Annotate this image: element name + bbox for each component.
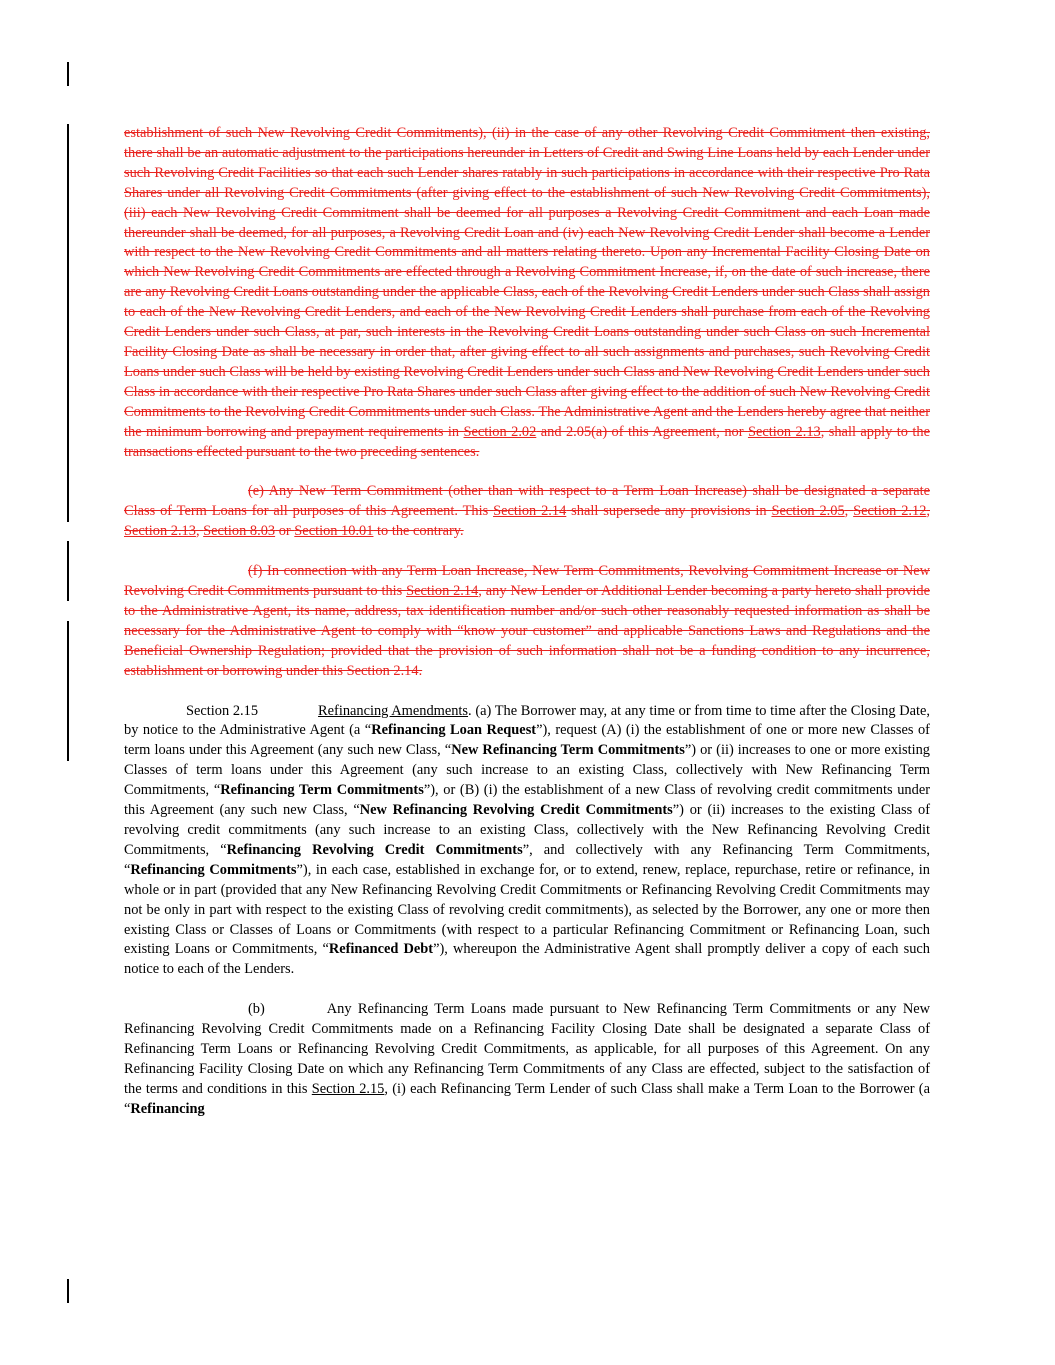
defined-term: Refinanced Debt: [328, 941, 434, 958]
section-reference: Section 2.14: [406, 583, 479, 600]
change-bar: [67, 621, 69, 761]
section-heading: Refinancing Amendments: [318, 702, 469, 719]
defined-term: Refinancing Loan Request: [371, 722, 537, 739]
text-run: and 2.05(a) of this Agreement, nor: [536, 423, 748, 440]
change-bar: [67, 1279, 69, 1303]
section-2-15-paragraph-b: [124, 1000, 930, 1119]
change-bar: [67, 62, 69, 86]
text-run: ”) or (ii) increases to one or more existing Classes of term loans under this Agreement (any such increase to an existing Class, collectively with New Refinancing Term Commitments, “: [124, 742, 930, 799]
text-run: , any New Lender or Additional Lender becoming a party hereto shall provide to the Administrative Agent, its name, address, tax identification number and/or such other reasonably requested information as shall be necessary for the Administrative Agent to comply with “know your customer” and applicable Sanctions Laws and Regulations and the Beneficial Ownership Regulation; provided that the provision of such information shall not be a funding condition to any incurrence, establishment or borrowing under this Section 2.14.: [124, 583, 930, 679]
deleted-paragraph-revolving: [124, 124, 930, 462]
defined-term: Refinancing: [130, 1100, 205, 1117]
text-run: to the contrary.: [373, 523, 464, 540]
text-run: ”), or (B) (i) the establishment of a new Class of revolving credit commitments under this Agreement (any such new Class, “: [124, 782, 930, 819]
text-run: (f) In connection with any Term Loan Increase, New Term Commitments, Revolving Commitment Increase or New Revolving Credit Commitments pursuant to this: [124, 563, 930, 600]
section-2-15-paragraph-a: [124, 702, 930, 981]
text-run: ,: [195, 523, 204, 540]
section-reference: Section 2.12: [853, 503, 927, 520]
text-run: establishment of such New Revolving Credit Commitments), (ii) in the case of any other Revolving Credit Commitment then existing, there shall be an automatic adjustment to the participations hereunder in Letters of Credit and Swing Line Loans held by each Lender under such Revolving Credit Facilities so that each such Lender shares ratably in such participations in accordance with their respective Pro Rata Shares under all Revolving Credit Commitments (after giving effect to the establishment of such New Revolving Credit Commitments), (iii) each New Revolving Credit Commitment shall be deemed for all purposes a Revolving Credit Commitment and each Loan made thereunder shall be deemed, for all purposes, a Revolving Credit Loan and (iv) each New Revolving Credit Lender shall become a Lender with respect to the New Revolving Credit Commitments and all matters relating thereto. Upon any Incremental Facility Closing Date on which New Revolving Credit Commitments are effected through a Revolving Commitment Increase, if, on the date of such increase, there are any Revolving Credit Loans outstanding under the applicable Class, each of the Revolving Credit Lenders under such Class shall assign to each of the New Revolving Credit Lenders, and each of the New Revolving Credit Lenders shall purchase from each of the Revolving Credit Lenders under such Class, at par, such interests in the Revolving Credit Loans outstanding under such Class on such Incremental Facility Closing Date as shall be necessary in order that, after giving effect to all such assignments and purchases, such Revolving Credit Loans under such Class will be held by existing Revolving Credit Lenders under such Class and New Revolving Credit Lenders under such Class in accordance with their respective Pro Rata Shares under such Class after giving effect to the addition of such New Revolving Credit Commitments to the Revolving Credit Commitments under such Class. The Administrative Agent and the Lenders hereby agree that neither the minimum borrowing and prepayment requirements in: [124, 125, 930, 440]
section-reference: Section 2.13: [747, 423, 821, 440]
section-reference: Section 10.01: [294, 523, 374, 540]
text-run: ”) or (ii) increases to the existing Class of revolving credit commitments (any such increase to an existing Class, collectively with the New Refinancing Revolving Credit Commitments, “: [124, 802, 931, 858]
text-run: ”, and collectively with any Refinancing Term Commitments, “: [124, 841, 930, 878]
defined-term: Refinancing Term Commitments: [220, 782, 424, 799]
section-reference: Section 2.15: [311, 1080, 385, 1097]
text-run: ,: [926, 503, 930, 520]
deleted-paragraph-f: [124, 562, 930, 681]
defined-term: New Refinancing Term Commitments: [451, 742, 685, 759]
section-reference: Section 8.03: [203, 523, 276, 540]
text-run: Any Refinancing Term Loans made pursuant to New Refinancing Term Commitments or any New Refinancing Revolving Credit Commitments made on a Refinancing Facility Closing Date shall be designated a separate Class of Refinancing Term Loans or Refinancing Revolving Credit Commitments, as applicable, for all purposes of this Agreement. On any Refinancing Facility Closing Date on which any Refinancing Term Commitments of any Class are effected, subject to the satisfaction of the terms and conditions in this: [124, 1001, 930, 1097]
defined-term: Refinancing Revolving Credit Commitments: [226, 841, 523, 858]
text-run: . (a) The Borrower may, at any time or from time to time after the Closing Date, by notice to the Administrative Agent (a “: [124, 702, 931, 739]
paragraph-b-label: (b): [248, 1001, 265, 1018]
defined-term: Refinancing Commitments: [130, 861, 297, 878]
section-reference: Section 2.02: [463, 423, 537, 440]
change-bar: [67, 124, 69, 522]
deleted-paragraph-e: [124, 482, 930, 542]
text-run: ”), request (A) (i) the establishment of one or more new Classes of term loans under this Agreement (any such new Class, “: [124, 722, 930, 759]
section-reference: Section 2.14: [493, 503, 567, 520]
text-run: ,: [844, 503, 854, 520]
text-run: ”), whereupon the Administrative Agent shall promptly deliver a copy of each such notice to each of the Lenders.: [124, 941, 930, 978]
defined-term: New Refinancing Revolving Credit Commitments: [359, 802, 673, 819]
text-run: , shall apply to the transactions effected pursuant to the two preceding sentences.: [124, 423, 930, 460]
document-page: [124, 124, 930, 1120]
text-run: (e) Any New Term Commitment (other than with respect to a Term Loan Increase) shall be designated a separate Class of Term Loans for all purposes of this Agreement. This: [124, 483, 930, 520]
text-run: ”), in each case, established in exchange for, or to extend, renew, replace, repurchase, retire or refinance, in whole or in part (provided that any New Refinancing Revolving Credit Commitments or Refinancing Revolving Credit Commitments may not be only in part with respect to the existing Class of revolving credit commitments), as selected by the Borrower, any one or more then existing Class or Classes of Loans or Commitments (with respect to a particular Refinancing Commitment or Refinancing Loan, such existing Loans or Commitments, “: [124, 861, 930, 958]
text-run: or: [275, 523, 295, 540]
text-run: , (i) each Refinancing Term Lender of such Class shall make a Term Loan to the Borrower (a “: [124, 1080, 930, 1117]
section-reference: Section 2.05: [771, 503, 845, 520]
text-run: shall supersede any provisions in: [566, 503, 772, 520]
section-number: Section 2.15: [186, 702, 259, 719]
section-reference: Section 2.13: [124, 523, 196, 540]
change-bar: [67, 541, 69, 601]
